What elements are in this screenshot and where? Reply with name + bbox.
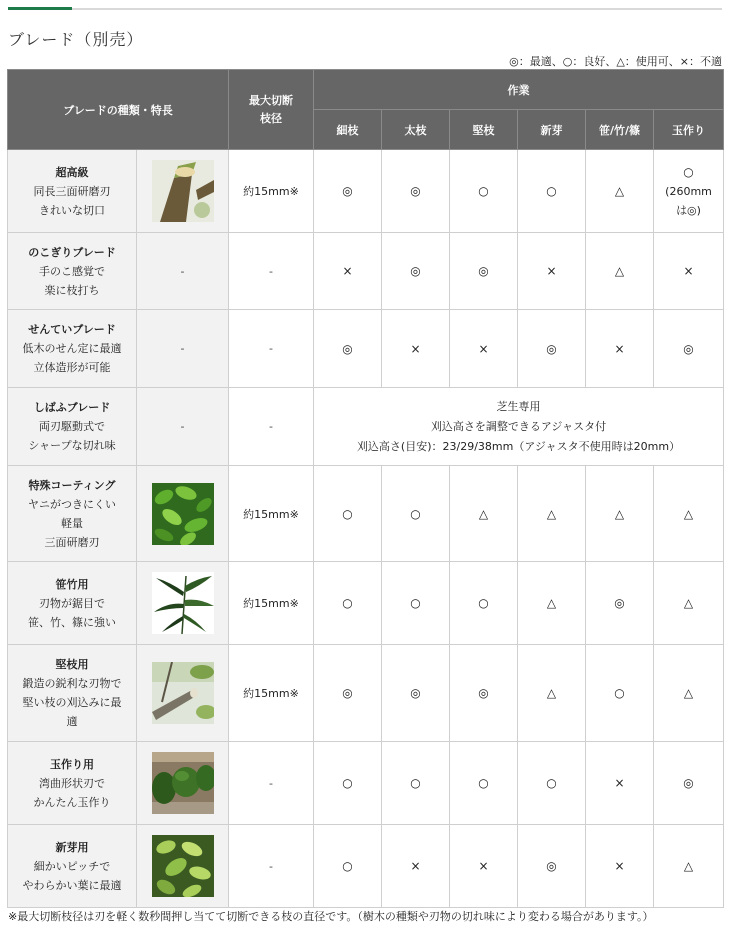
blade-feature: 立体造形が可能: [33, 361, 111, 374]
work-rating: ◎: [450, 645, 518, 742]
topiary-bushes-photo: [152, 752, 214, 814]
table-row: [8, 388, 724, 466]
work-rating: [654, 150, 724, 233]
work-rating: ◎: [586, 562, 654, 645]
work-rating: ×: [654, 233, 724, 310]
blade-name: せんていブレード: [28, 323, 116, 336]
blade-name: 笹竹用: [55, 577, 89, 591]
work-rating: △: [586, 233, 654, 310]
work-rating: ◎: [382, 150, 450, 233]
table-row: [8, 233, 724, 310]
note-line: 刈込高さを調整できるアジャスタ付: [430, 419, 607, 433]
blade-feature: 刃物が鋸目で: [39, 596, 105, 610]
footnote: ※最大切断枝径は刃を軽く数秒間押し当てて切断できる枝の直径です。（樹木の種類や刃物の切れ味により変わる場合があります。）: [8, 910, 654, 923]
header-max-cut: [229, 70, 314, 150]
blade-feature: 鍛造の鋭利な刃物で: [22, 677, 122, 690]
work-rating: ×: [586, 825, 654, 908]
blade-name: 堅枝用: [55, 658, 89, 671]
work-rating-line: (260mm: [665, 184, 712, 198]
blade-image-cell: [137, 562, 229, 645]
header-work-col: 細枝: [314, 110, 382, 150]
blade-description: [8, 150, 137, 233]
blade-feature: 細かいピッチで: [33, 859, 111, 873]
work-rating: ○: [314, 742, 382, 825]
header-work-col: 新芽: [518, 110, 586, 150]
work-rating: ○: [382, 562, 450, 645]
work-rating: △: [518, 645, 586, 742]
header-max-cut-line1: 最大切断: [249, 93, 293, 107]
work-rating: △: [586, 466, 654, 562]
blade-feature: やわらかい葉に最適: [22, 878, 122, 892]
work-rating: △: [654, 466, 724, 562]
max-cut-value: -: [229, 388, 314, 466]
cut-branch-photo: [152, 160, 214, 222]
work-rating: ◎: [382, 645, 450, 742]
blade-image-cell: [137, 466, 229, 562]
header-work-col: 太枝: [382, 110, 450, 150]
blade-feature: 両刃駆動式で: [39, 420, 105, 433]
new-shoots-photo: [152, 835, 214, 897]
work-rating: △: [654, 645, 724, 742]
top-accent-bar: [8, 7, 72, 10]
blade-feature: 楽に枝打ち: [44, 283, 100, 297]
header-work-col: 笹/竹/篠: [586, 110, 654, 150]
work-rating: △: [450, 466, 518, 562]
blade-description: [8, 233, 137, 310]
blade-feature: 笹、竹、篠に強い: [28, 615, 116, 629]
work-rating: ◎: [518, 825, 586, 908]
table-row: [8, 466, 724, 562]
symbol-legend: ◎：最適、○：良好、△：使用可、×：不適: [509, 55, 722, 68]
blade-description: [8, 388, 137, 466]
work-rating: ×: [450, 310, 518, 388]
header-blade-type: ブレードの種類・特長: [8, 70, 229, 150]
work-rating: ○: [382, 742, 450, 825]
work-rating: ○: [518, 150, 586, 233]
blade-name: 特殊コーティング: [28, 478, 116, 492]
work-rating: ◎: [518, 310, 586, 388]
work-rating: ○: [314, 562, 382, 645]
work-rating-line: ○: [683, 164, 694, 179]
work-rating: ○: [586, 645, 654, 742]
blade-description: [8, 645, 137, 742]
table-row: [8, 310, 724, 388]
blade-feature: 適: [66, 715, 78, 728]
blade-name: 新芽用: [55, 840, 89, 854]
work-rating: ○: [314, 466, 382, 562]
hard-branch-photo: [152, 662, 214, 724]
work-rating: ○: [518, 742, 586, 825]
blade-description: [8, 562, 137, 645]
top-divider: [8, 8, 722, 10]
blade-feature: シャープな切れ味: [28, 439, 116, 452]
work-rating: △: [586, 150, 654, 233]
header-work-col: 堅枝: [450, 110, 518, 150]
work-rating: ×: [586, 310, 654, 388]
blade-feature: ヤニがつきにくい: [28, 497, 116, 511]
work-rating: ×: [586, 742, 654, 825]
max-cut-value: 約15mm※: [229, 562, 314, 645]
blade-feature: 低木のせん定に最適: [22, 342, 122, 355]
header-max-cut-line2: 枝径: [260, 111, 282, 125]
blade-description: [8, 310, 137, 388]
max-cut-value: 約15mm※: [229, 150, 314, 233]
blade-image-cell: -: [137, 388, 229, 466]
work-rating: ◎: [314, 645, 382, 742]
leaves-photo: [152, 483, 214, 545]
work-rating: ×: [450, 825, 518, 908]
work-rating: ×: [382, 310, 450, 388]
blade-spec-table: [7, 69, 724, 908]
work-rating: △: [654, 825, 724, 908]
note-line: 刈込高さ(目安)：23/29/38mm（アジャスタ不使用時は20mm）: [356, 439, 681, 453]
blade-name: のこぎりブレード: [28, 245, 116, 259]
table-row: [8, 742, 724, 825]
blade-description: [8, 742, 137, 825]
work-rating-line: は◎): [676, 203, 701, 217]
header-work: 作業: [314, 70, 724, 110]
work-rating: ×: [382, 825, 450, 908]
blade-feature: 堅い枝の刈込みに最: [22, 696, 122, 709]
blade-name: 超高級: [55, 165, 89, 179]
table-row: [8, 562, 724, 645]
max-cut-value: 約15mm※: [229, 645, 314, 742]
max-cut-value: -: [229, 742, 314, 825]
blade-image-cell: [137, 645, 229, 742]
work-rating: ○: [450, 150, 518, 233]
header-work-col: 玉作り: [654, 110, 724, 150]
blade-feature: 同長三面研磨刃: [33, 184, 111, 198]
max-cut-value: 約15mm※: [229, 466, 314, 562]
lawn-blade-note: [314, 388, 724, 466]
max-cut-value: -: [229, 233, 314, 310]
work-rating: △: [518, 466, 586, 562]
work-rating: ◎: [654, 310, 724, 388]
note-line: 芝生専用: [496, 399, 541, 413]
table-row: [8, 645, 724, 742]
blade-image-cell: [137, 150, 229, 233]
work-rating: ○: [450, 562, 518, 645]
blade-name: しばふブレード: [33, 401, 111, 414]
work-rating: ◎: [314, 310, 382, 388]
blade-feature: かんたん玉作り: [33, 795, 111, 809]
work-rating: ◎: [450, 233, 518, 310]
page-title: ブレード（別売）: [8, 30, 144, 49]
blade-description: [8, 825, 137, 908]
blade-feature: 軽量: [61, 516, 83, 530]
blade-image-cell: [137, 825, 229, 908]
work-rating: ◎: [654, 742, 724, 825]
work-rating: ×: [518, 233, 586, 310]
max-cut-value: -: [229, 310, 314, 388]
work-rating: ◎: [382, 233, 450, 310]
table-row: [8, 150, 724, 233]
blade-description: [8, 466, 137, 562]
work-rating: ○: [382, 466, 450, 562]
work-rating: △: [518, 562, 586, 645]
bamboo-leaves-photo: [152, 572, 214, 634]
max-cut-value: -: [229, 825, 314, 908]
work-rating: ○: [450, 742, 518, 825]
blade-image-cell: [137, 742, 229, 825]
work-rating: ×: [314, 233, 382, 310]
table-row: [8, 825, 724, 908]
work-rating: ◎: [314, 150, 382, 233]
blade-feature: 三面研磨刃: [44, 535, 100, 549]
blade-feature: きれいな切口: [39, 203, 105, 217]
blade-feature: 手のこ感覚で: [39, 264, 105, 278]
blade-image-cell: -: [137, 310, 229, 388]
blade-name: 玉作り用: [50, 757, 94, 771]
work-rating: △: [654, 562, 724, 645]
blade-image-cell: -: [137, 233, 229, 310]
work-rating: ○: [314, 825, 382, 908]
blade-feature: 湾曲形状刃で: [39, 776, 105, 790]
